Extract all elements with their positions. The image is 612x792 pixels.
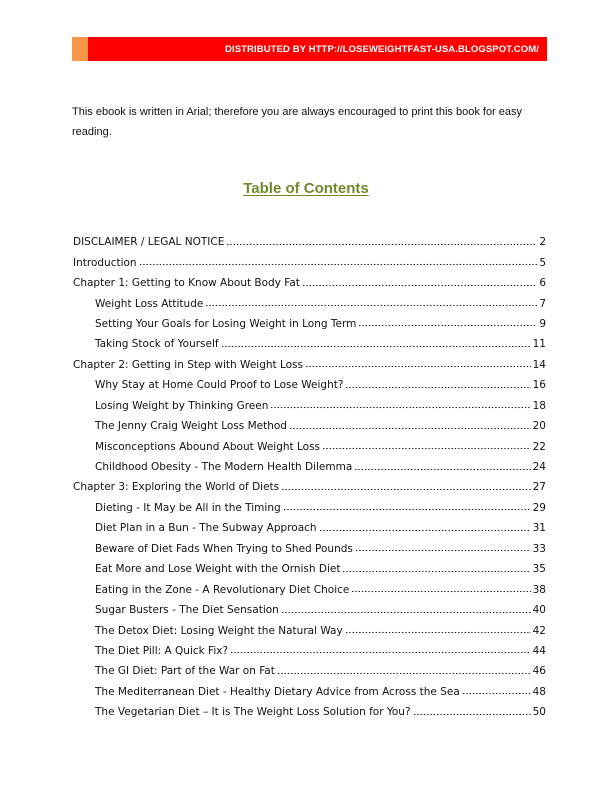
toc-entry-label: Sugar Busters - The Diet Sensation (95, 604, 279, 617)
toc-entry[interactable] (73, 498, 546, 518)
header-distribution-link[interactable]: DISTRIBUTED BY HTTP://LOSEWEIGHTFAST-USA.BLOGSPOT.COM/ (225, 43, 539, 55)
toc-entry-page-number: 48 (532, 685, 546, 698)
toc-entry[interactable] (73, 600, 546, 620)
toc-entry-label: Misconceptions Abound About Weight Loss (95, 440, 321, 453)
toc-entry[interactable] (73, 559, 546, 579)
toc-dot-leader (462, 688, 531, 700)
toc-entry-page-number: 40 (532, 604, 546, 617)
toc-entry-label: Diet Plan in a Bun - The Subway Approach (95, 522, 317, 535)
toc-entry-label: Beware of Diet Fads When Trying to Shed Pounds (95, 542, 353, 555)
toc-entry-page-number: 9 (539, 317, 546, 330)
toc-entry[interactable] (73, 457, 546, 477)
toc-entry[interactable] (73, 375, 546, 395)
toc-entry[interactable] (73, 355, 546, 375)
toc-dot-leader (139, 259, 538, 271)
toc-entry-page-number: 24 (532, 461, 546, 474)
toc-entry-page-number: 31 (532, 522, 546, 535)
toc-entry[interactable] (73, 293, 546, 313)
toc-entry-page-number: 46 (532, 665, 546, 678)
toc-dot-leader (270, 402, 530, 414)
toc-entry-page-number: 11 (532, 338, 546, 351)
toc-dot-leader (221, 340, 531, 352)
toc-dot-leader (358, 320, 537, 332)
toc-entry-label: The Jenny Craig Weight Loss Method (95, 420, 287, 433)
toc-entry-label: The Detox Diet: Losing Weight the Natural Way (95, 624, 343, 637)
toc-dot-leader (413, 708, 531, 720)
toc-dot-leader (354, 463, 530, 475)
toc-entry-page-number: 35 (532, 563, 546, 576)
toc-dot-leader (345, 627, 531, 639)
toc-entry-page-number: 50 (532, 706, 546, 719)
toc-dot-leader (226, 238, 537, 250)
toc-entry-label: Chapter 1: Getting to Know About Body Fat (73, 277, 300, 290)
toc-title: Table of Contents (243, 180, 369, 197)
toc-dot-leader (342, 565, 530, 577)
toc-entry-label: Introduction (73, 256, 137, 269)
toc-dot-leader (351, 586, 530, 598)
toc-entry[interactable] (73, 396, 546, 416)
toc-entry[interactable] (73, 641, 546, 661)
toc-entry-page-number: 14 (532, 358, 546, 371)
toc-entry-label: The Mediterranean Diet - Healthy Dietary Advice from Across the Sea (95, 685, 460, 698)
toc-dot-leader (302, 279, 537, 291)
toc-entry[interactable] (73, 539, 546, 559)
toc-entry-label: Childhood Obesity - The Modern Health Dilemma (95, 461, 353, 474)
toc-dot-leader (289, 422, 531, 434)
toc-dot-leader (322, 443, 531, 455)
toc-entry-label: DISCLAIMER / LEGAL NOTICE (73, 236, 225, 249)
toc-entry-page-number: 22 (532, 440, 546, 453)
toc-entry-label: The Vegetarian Diet – It is The Weight Loss Solution for You? (95, 706, 411, 719)
toc-entry[interactable] (73, 273, 546, 293)
toc-entry-page-number: 33 (532, 542, 546, 555)
toc-dot-leader (230, 647, 531, 659)
toc-entry-label: Eat More and Lose Weight with the Ornish Diet (95, 563, 341, 576)
toc-entry[interactable] (73, 579, 546, 599)
toc-dot-leader (345, 381, 530, 393)
toc-entry-page-number: 7 (539, 297, 546, 310)
toc-entry[interactable] (73, 416, 546, 436)
toc-entry-label: Why Stay at Home Could Proof to Lose Weight? (95, 379, 344, 392)
header-banner (72, 37, 547, 61)
toc-entry[interactable] (73, 436, 546, 456)
intro-paragraph: This ebook is written in Arial; therefore you are always encouraged to print this book for easy reading. (72, 106, 523, 138)
toc-entry-page-number: 2 (539, 236, 546, 249)
toc-dot-leader (281, 483, 531, 495)
toc-entry-label: Taking Stock of Yourself (95, 338, 219, 351)
toc-entry-page-number: 5 (539, 256, 546, 269)
toc-entry-page-number: 42 (532, 624, 546, 637)
toc-entry-page-number: 6 (539, 277, 546, 290)
toc-entry-page-number: 16 (532, 379, 546, 392)
toc-entry-page-number: 27 (532, 481, 546, 494)
toc-entry[interactable] (73, 661, 546, 681)
table-of-contents (73, 232, 546, 723)
toc-entry[interactable] (73, 477, 546, 497)
toc-entry[interactable] (73, 334, 546, 354)
toc-entry-page-number: 38 (532, 583, 546, 596)
toc-entry-label: Eating in the Zone - A Revolutionary Diet Choice (95, 583, 350, 596)
toc-dot-leader (305, 361, 531, 373)
toc-entry-label: Weight Loss Attitude (95, 297, 204, 310)
toc-dot-leader (281, 606, 531, 618)
toc-entry-label: Chapter 2: Getting in Step with Weight Loss (73, 358, 303, 371)
toc-entry-label: Chapter 3: Exploring the World of Diets (73, 481, 280, 494)
toc-dot-leader (355, 545, 531, 557)
toc-entry-page-number: 29 (532, 501, 546, 514)
toc-entry-label: The GI Diet: Part of the War on Fat (95, 665, 275, 678)
toc-entry[interactable] (73, 518, 546, 538)
toc-entry-label: Losing Weight by Thinking Green (95, 399, 269, 412)
toc-dot-leader (283, 504, 531, 516)
toc-dot-leader (277, 667, 531, 679)
toc-entry[interactable] (73, 620, 546, 640)
toc-entry-label: Dieting - It May be All in the Timing (95, 501, 281, 514)
toc-entry[interactable] (73, 702, 546, 722)
toc-entry[interactable] (73, 252, 546, 272)
toc-entry[interactable] (73, 314, 546, 334)
toc-entry-page-number: 44 (532, 644, 546, 657)
toc-entry-page-number: 20 (532, 420, 546, 433)
toc-dot-leader (319, 524, 531, 536)
toc-entry-page-number: 18 (532, 399, 546, 412)
toc-dot-leader (205, 300, 537, 312)
toc-entry[interactable] (73, 232, 546, 252)
toc-entry-label: Setting Your Goals for Losing Weight in Long Term (95, 317, 357, 330)
toc-entry-label: The Diet Pill: A Quick Fix? (95, 644, 229, 657)
toc-entry[interactable] (73, 682, 546, 702)
header-accent-block (72, 37, 88, 61)
